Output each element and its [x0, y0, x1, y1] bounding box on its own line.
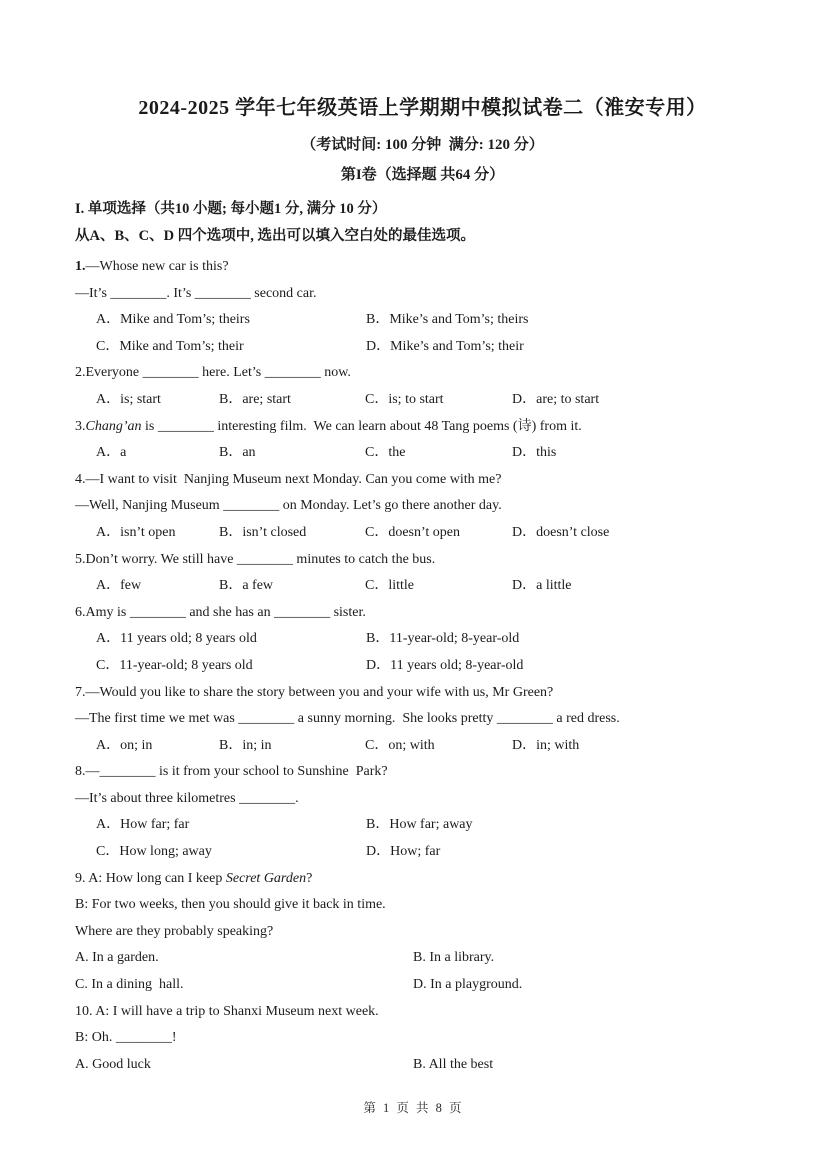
question-1-options-cd [75, 334, 770, 361]
question-8-answer-line: —It’s about three kilometres ________. [75, 790, 299, 806]
question-4-stem: 4.—I want to visit Nanjing Museum next Monday. Can you come with me? [75, 471, 502, 487]
question-3-option-a: A．a [96, 445, 127, 461]
question-1-answer-line: —It’s ________. It’s ________ second car. [75, 285, 317, 301]
question-7-stem: 7.—Would you like to share the story between you and your wife with us, Mr Green? [75, 684, 554, 700]
question-5-stem: 5.Don’t worry. We still have ________ minutes to catch the bus. [75, 551, 436, 567]
question-8-option-b: B．How far; away [366, 817, 473, 833]
question-5-options [75, 573, 770, 600]
question-8-option-a: A．How far; far [96, 817, 190, 833]
question-3-stem [75, 414, 770, 441]
page-footer: 第 1 页 共 8 页 [363, 1101, 464, 1115]
question-2-option-d: D．are; to start [512, 391, 600, 407]
question-9-option-c: C. In a dining hall. [75, 977, 184, 993]
question-6-option-d: D．11 years old; 8-year-old [366, 657, 524, 673]
question-1-stem-text: —Whose new car is this? [85, 259, 229, 274]
question-3-option-d: D．this [512, 445, 557, 461]
question-2-option-a: A．is; start [96, 391, 161, 407]
question-10-option-b: B. All the best [413, 1056, 494, 1072]
question-9-options-ab [75, 945, 770, 972]
question-3-option-c: C．the [365, 445, 406, 461]
question-1-option-a: A．Mike and Tom’s; theirs [96, 312, 250, 328]
question-8-options-ab [75, 812, 770, 839]
questions-list [75, 254, 770, 1078]
page-title: 2024-2025 学年七年级英语上学期期中模拟试卷二（淮安专用） [138, 97, 707, 119]
question-8-stem: 8.—________ is it from your school to Sunshine Park? [75, 764, 388, 780]
question-9-options-cd [75, 972, 770, 999]
question-9-option-d: D. In a playground. [413, 977, 523, 993]
question-4-option-c: C．doesn’t open [365, 524, 461, 540]
question-5-option-d: D．a little [512, 578, 572, 594]
question-7-answer-line: —The first time we met was ________ a sunny morning. She looks pretty ________ a red dress. [75, 711, 620, 727]
question-4-answer-line: —Well, Nanjing Museum ________ on Monday. Let’s go there another day. [75, 498, 502, 514]
question-4-option-b: B．isn’t closed [219, 524, 307, 540]
question-2-option-c: C．is; to start [365, 391, 444, 407]
question-3-stem-text: is ________ interesting film. We can learn about 48 Tang poems (诗) from it. [141, 418, 582, 434]
question-1-option-d: D．Mike’s and Tom’s; their [366, 338, 524, 354]
question-9-stem-post: ? [306, 870, 313, 886]
question-1-options-ab [75, 307, 770, 334]
question-2-stem: 2.Everyone ________ here. Let’s ________ now. [75, 365, 351, 381]
question-10-stem: 10. A: I will have a trip to Shanxi Museum next week. [75, 1003, 379, 1019]
section-instruction: 从A、B、C、D 四个选项中, 选出可以填入空白处的最佳选项。 [75, 228, 475, 244]
page-content [75, 92, 770, 1078]
question-3-option-b: B．an [219, 445, 256, 461]
question-7-option-d: D．in; with [512, 737, 580, 753]
question-6-option-c: C．11-year-old; 8 years old [96, 657, 253, 673]
question-6-options-cd [75, 653, 770, 680]
question-3-options [75, 440, 770, 467]
question-1-option-b: B．Mike’s and Tom’s; theirs [366, 312, 529, 328]
question-10-reply-line: B: Oh. ________! [75, 1030, 177, 1046]
question-7-option-c: C．on; with [365, 737, 435, 753]
question-7-options [75, 733, 770, 760]
question-10-options-ab [75, 1052, 770, 1079]
question-8-option-d: D．How; far [366, 844, 441, 860]
question-5-option-a: A．few [96, 578, 142, 594]
question-2-option-b: B．are; start [219, 391, 291, 407]
question-1-number: 1. [75, 259, 86, 274]
question-9-book-title-italic: Secret Garden [225, 870, 307, 886]
question-4-option-d: D．doesn’t close [512, 524, 610, 540]
question-5-option-c: C．little [365, 578, 414, 594]
question-9-stem [75, 866, 770, 893]
section-heading: I. 单项选择（共10 小题; 每小题1 分, 满分 10 分） [75, 201, 387, 217]
question-6-option-b: B．11-year-old; 8-year-old [366, 631, 520, 647]
question-4-options [75, 520, 770, 547]
question-9-option-b: B. In a library. [413, 950, 495, 966]
exam-info: （考试时间: 100 分钟 满分: 120 分） [301, 137, 544, 153]
question-7-option-b: B．in; in [219, 737, 272, 753]
question-9-option-a: A. In a garden. [75, 950, 159, 966]
question-9-question-line: Where are they probably speaking? [75, 923, 274, 939]
question-6-options-ab [75, 626, 770, 653]
question-6-option-a: A．11 years old; 8 years old [96, 631, 257, 647]
question-3-number: 3. [75, 418, 86, 434]
question-6-stem: 6.Amy is ________ and she has an ________ sister. [75, 604, 366, 620]
question-10-option-a: A. Good luck [75, 1056, 151, 1072]
question-4-option-a: A．isn’t open [96, 524, 176, 540]
question-7-option-a: A．on; in [96, 737, 153, 753]
question-5-option-b: B．a few [219, 578, 274, 594]
question-1-option-c: C．Mike and Tom’s; their [96, 338, 244, 354]
volume-heading: 第I卷（选择题 共64 分） [340, 167, 505, 183]
question-3-title-italic: Chang’an [85, 418, 142, 434]
question-2-options [75, 387, 770, 414]
question-9-stem-pre: 9. A: How long can I keep [75, 870, 226, 886]
question-8-option-c: C．How long; away [96, 844, 212, 860]
question-8-options-cd [75, 839, 770, 866]
question-1-stem [75, 254, 770, 281]
question-9-reply-line: B: For two weeks, then you should give it back in time. [75, 897, 386, 913]
